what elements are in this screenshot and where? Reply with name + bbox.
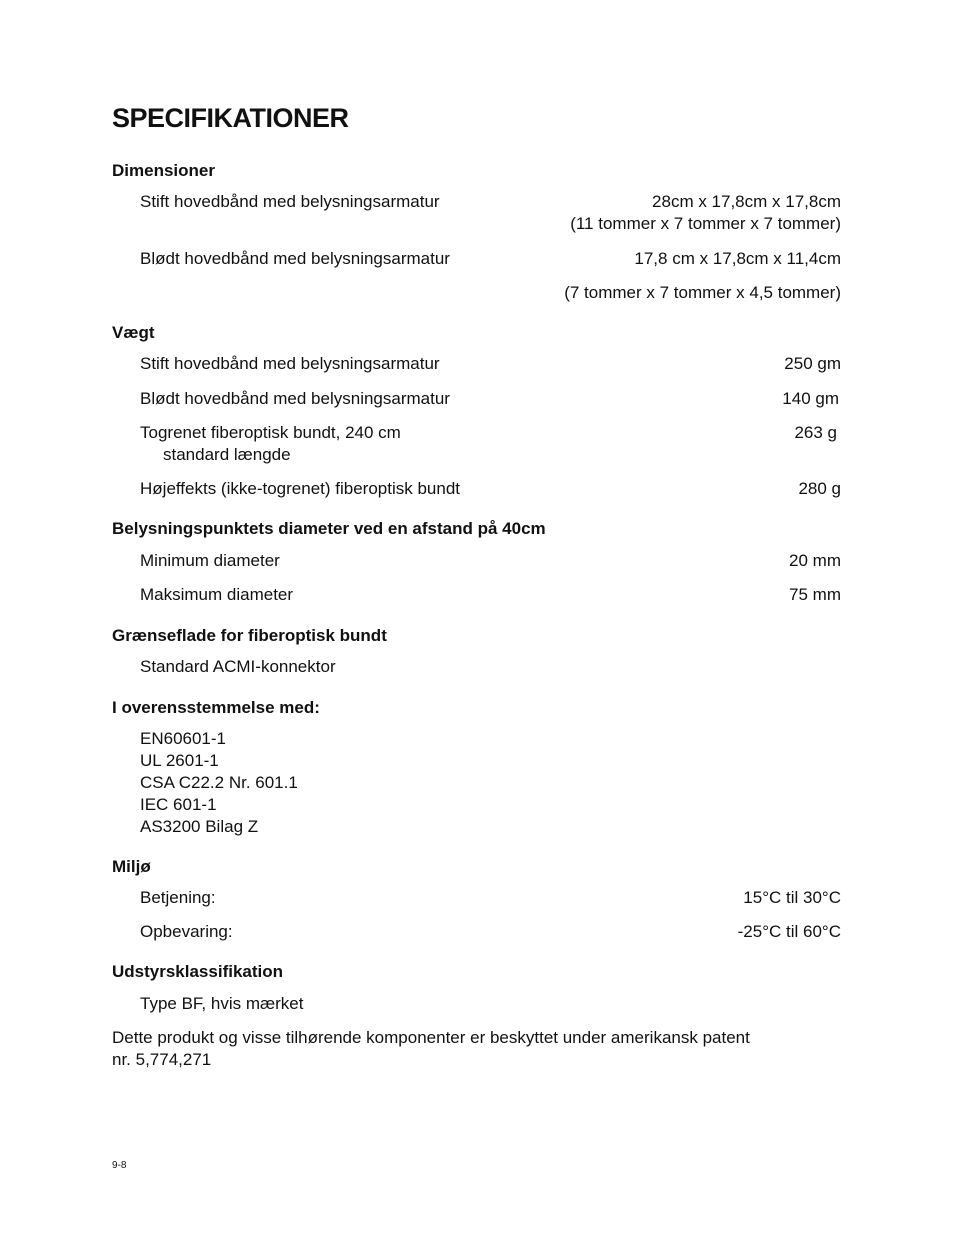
dimensions-rigid-value: 28cm x 17,8cm x 17,8cm — [652, 192, 841, 211]
weight-highpower-label: Højeffekts (ikke-togrenet) fiberoptisk bundt — [140, 479, 460, 498]
page-title: SPECIFIKATIONER — [112, 103, 349, 133]
classification-value: Type BF, hvis mærket — [140, 994, 304, 1013]
patent-line-1: Dette produkt og visse tilhørende komponenter er beskyttet under amerikansk patent — [112, 1028, 750, 1047]
compliance-item: IEC 601-1 — [140, 795, 217, 814]
weight-soft-label: Blødt hovedbånd med belysningsarmatur — [140, 389, 450, 408]
weight-bifurcated-label: Togrenet fiberoptisk bundt, 240 cm — [140, 423, 401, 442]
dimensions-rigid-value-inches: (11 tommer x 7 tommer x 7 tommer) — [570, 214, 841, 233]
spot-max-label: Maksimum diameter — [140, 585, 294, 604]
classification-heading: Udstyrsklassifikation — [112, 962, 284, 981]
compliance-item: CSA C22.2 Nr. 601.1 — [140, 773, 298, 792]
spot-diameter-heading: Belysningspunktets diameter ved en afstand på 40cm — [112, 519, 546, 538]
page-number: 9-8 — [112, 1160, 127, 1171]
dimensions-heading: Dimensioner — [112, 161, 215, 180]
weight-rigid-value: 250 gm — [784, 354, 841, 373]
weight-bifurcated-label-2: standard længde — [163, 445, 291, 464]
environment-operating-value: 15°C til 30°C — [743, 888, 841, 907]
compliance-heading: I overensstemmelse med: — [112, 698, 320, 717]
spot-max-value: 75 mm — [789, 585, 841, 604]
dimensions-soft-value: 17,8 cm x 17,8cm x 11,4cm — [634, 249, 841, 268]
environment-heading: Miljø — [112, 857, 151, 876]
weight-soft-value: 140 gm — [782, 389, 839, 408]
compliance-item: EN60601-1 — [140, 729, 227, 748]
dimensions-soft-label: Blødt hovedbånd med belysningsarmatur — [140, 249, 450, 268]
compliance-list — [140, 728, 298, 838]
spot-min-value: 20 mm — [789, 551, 841, 570]
patent-line-2: nr. 5,774,271 — [112, 1050, 212, 1069]
weight-rigid-label: Stift hovedbånd med belysningsarmatur — [140, 354, 440, 373]
spot-min-label: Minimum diameter — [140, 551, 280, 570]
environment-storage-value: -25°C til 60°C — [737, 922, 841, 941]
interface-value: Standard ACMI-konnektor — [140, 657, 336, 676]
environment-storage-label: Opbevaring: — [140, 922, 233, 941]
weight-bifurcated-value: 263 g — [794, 423, 837, 442]
dimensions-rigid-label: Stift hovedbånd med belysningsarmatur — [140, 192, 440, 211]
weight-highpower-value: 280 g — [798, 479, 841, 498]
environment-operating-label: Betjening: — [140, 888, 216, 907]
weight-heading: Vægt — [112, 323, 155, 342]
dimensions-soft-value-inches: (7 tommer x 7 tommer x 4,5 tommer) — [564, 283, 841, 302]
compliance-item: UL 2601-1 — [140, 751, 219, 770]
compliance-item: AS3200 Bilag Z — [140, 817, 259, 836]
interface-heading: Grænseflade for fiberoptisk bundt — [112, 626, 387, 645]
